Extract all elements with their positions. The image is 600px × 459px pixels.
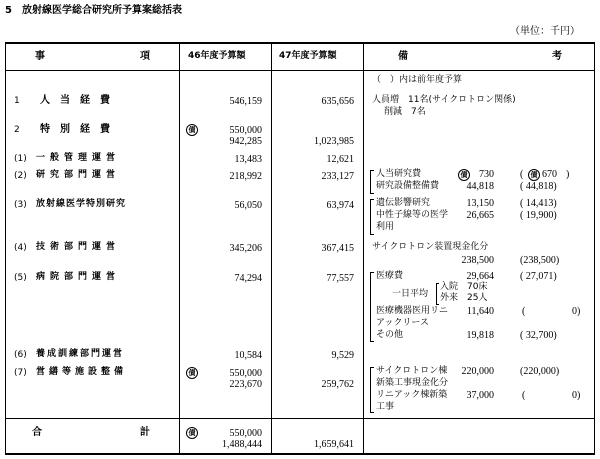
note5c: 利用 bbox=[376, 222, 395, 232]
note5a: 遺伝影響研究 bbox=[376, 198, 431, 208]
row4-no: (2) bbox=[14, 171, 27, 181]
header-notes-2: 考 bbox=[552, 51, 562, 62]
note6a: サイクロトロン装置現金化分 bbox=[372, 242, 489, 252]
row1-name: 人当経費 bbox=[40, 95, 120, 106]
total-divider bbox=[5, 418, 595, 419]
note4a: 人当研究費 bbox=[376, 169, 422, 179]
page-title: 5 放射線医学総合研究所予算案総括表 bbox=[5, 5, 182, 16]
note6b: 238,500 bbox=[461, 255, 494, 266]
note5a-p: ( 14,413) bbox=[520, 198, 557, 209]
note4a-p-open: ( bbox=[520, 169, 524, 180]
note7e-p: ( 32,700) bbox=[520, 330, 557, 341]
row4-47: 233,127 bbox=[321, 171, 354, 182]
row5-47: 63,974 bbox=[326, 200, 354, 211]
note4a-p-close: ) bbox=[566, 169, 570, 180]
row5-name: 放射線医学特別研究 bbox=[36, 199, 127, 209]
note5b-p: ( 19,900) bbox=[520, 210, 557, 221]
note5-brace bbox=[370, 199, 374, 235]
note7b2: 外来 25人 bbox=[440, 293, 488, 303]
row6-47: 367,415 bbox=[321, 243, 354, 254]
note4-brace bbox=[370, 170, 374, 194]
note4b-p: ( 44,818) bbox=[520, 181, 557, 192]
row9-mark-icon: 債 bbox=[186, 367, 198, 379]
row7-no: (5) bbox=[14, 273, 27, 283]
row3-name: 一般管理運営 bbox=[36, 153, 121, 163]
col-divider-3 bbox=[363, 42, 364, 455]
table-right-border bbox=[594, 42, 595, 455]
note-header: （ ）内は前年度予算 bbox=[372, 75, 463, 85]
total-47: 1,659,641 bbox=[314, 439, 354, 450]
row9-47: 259,762 bbox=[321, 379, 354, 390]
note4a-mark-icon: 債 bbox=[458, 169, 470, 181]
row6-no: (4) bbox=[14, 243, 27, 253]
note7a: 医療費 bbox=[376, 271, 404, 281]
note9a: サイクロトロン棟 bbox=[376, 366, 448, 376]
row8-47: 9,529 bbox=[331, 350, 354, 361]
note5b-v: 26,665 bbox=[466, 210, 494, 221]
header-notes-1: 備 bbox=[398, 51, 408, 62]
note4a-v: 730 bbox=[479, 169, 494, 180]
row4-46: 218,992 bbox=[229, 171, 262, 182]
header-item-2: 項 bbox=[140, 51, 150, 62]
note7a-p: ( 27,071) bbox=[520, 271, 557, 282]
row7-47: 77,557 bbox=[326, 273, 354, 284]
row5-46: 56,050 bbox=[234, 200, 262, 211]
row1-no: 1 bbox=[14, 96, 20, 106]
debt-mark-icon: 債 bbox=[186, 124, 198, 136]
table-left-border bbox=[5, 42, 6, 455]
row2-46b: 942,285 bbox=[229, 136, 262, 147]
note7b1: 入院 70床 bbox=[440, 282, 488, 292]
note4b: 研究設備整備費 bbox=[376, 181, 440, 191]
row9-46b: 223,670 bbox=[229, 379, 262, 390]
row7-name: 病院部門運営 bbox=[36, 272, 121, 282]
note9c-v: 37,000 bbox=[466, 390, 494, 401]
header-item-1: 事 bbox=[35, 51, 45, 62]
table-top-border bbox=[5, 42, 595, 44]
row2-46a: 550,000 bbox=[229, 125, 262, 136]
note9c-p: ( bbox=[522, 390, 526, 401]
col-divider-1 bbox=[179, 42, 180, 455]
note7-brace bbox=[370, 272, 374, 342]
note7d: アックリース bbox=[376, 318, 429, 328]
col-divider-2 bbox=[271, 42, 272, 455]
note4b-v: 44,818 bbox=[466, 181, 494, 192]
note7c-v: 11,640 bbox=[466, 306, 494, 317]
total-label-2: 計 bbox=[140, 427, 150, 438]
note7c-p2: 0) bbox=[572, 306, 581, 317]
note7c: 医療機器医用リニ bbox=[376, 306, 448, 316]
note7c-p: ( bbox=[522, 306, 526, 317]
note9c-p2: 0) bbox=[572, 390, 581, 401]
row2-name: 特別経費 bbox=[40, 124, 120, 135]
row8-46: 10,584 bbox=[234, 350, 262, 361]
row9-name: 営繕等施設整備 bbox=[36, 367, 128, 377]
row1-47: 635,656 bbox=[321, 96, 354, 107]
note5b: 中性子線等の医学 bbox=[376, 210, 449, 220]
row9-46a: 550,000 bbox=[229, 368, 262, 379]
note4a-p: 670 bbox=[542, 169, 557, 180]
note5a-v: 13,150 bbox=[466, 198, 494, 209]
note9b: 新築工事現金化分 bbox=[376, 378, 449, 388]
row3-47: 12,621 bbox=[326, 154, 354, 165]
note7b: 一日平均 bbox=[392, 289, 429, 299]
note9-brace bbox=[370, 367, 374, 413]
header-47: 47年度予算額 bbox=[279, 51, 337, 61]
note7e: その他 bbox=[376, 330, 404, 340]
note9a-p: (220,000) bbox=[520, 366, 560, 377]
note9a-v: 220,000 bbox=[461, 366, 494, 377]
total-46b: 1,488,444 bbox=[222, 439, 262, 450]
row8-name: 養成訓練部門運営 bbox=[36, 349, 125, 359]
note6b-p: (238,500) bbox=[520, 255, 560, 266]
total-46a: 550,000 bbox=[229, 428, 262, 439]
note7e-v: 19,818 bbox=[466, 330, 494, 341]
note7a-v: 29,664 bbox=[466, 271, 494, 282]
row6-name: 技術部門運営 bbox=[36, 242, 121, 252]
note4a-p-mark-icon: 債 bbox=[528, 169, 540, 181]
row7-46: 74,294 bbox=[234, 273, 262, 284]
row1-46: 546,159 bbox=[229, 96, 262, 107]
header-divider bbox=[5, 70, 595, 71]
total-mark-icon: 債 bbox=[186, 427, 198, 439]
row4-name: 研究部門運営 bbox=[36, 170, 121, 180]
total-label-1: 合 bbox=[32, 427, 42, 438]
row2-47: 1,023,985 bbox=[314, 136, 354, 147]
table-bottom-border bbox=[5, 453, 595, 455]
note1b: 削減 7名 bbox=[384, 107, 426, 117]
row5-no: (3) bbox=[14, 200, 27, 210]
note1a: 人員増 11名(サイクロトロン関係) bbox=[372, 95, 516, 105]
note9d: 工事 bbox=[376, 402, 395, 412]
note7b-brace bbox=[436, 283, 439, 305]
header-46: 46年度予算額 bbox=[188, 51, 246, 61]
unit-label: （単位：千円） bbox=[510, 26, 580, 37]
row6-46: 345,206 bbox=[229, 243, 262, 254]
row9-no: (7) bbox=[14, 368, 27, 378]
row3-46: 13,483 bbox=[234, 154, 262, 165]
note9c: リニアック棟新築 bbox=[376, 390, 448, 400]
row8-no: (6) bbox=[14, 350, 27, 360]
row3-no: (1) bbox=[14, 154, 27, 164]
row2-no: 2 bbox=[14, 125, 20, 135]
